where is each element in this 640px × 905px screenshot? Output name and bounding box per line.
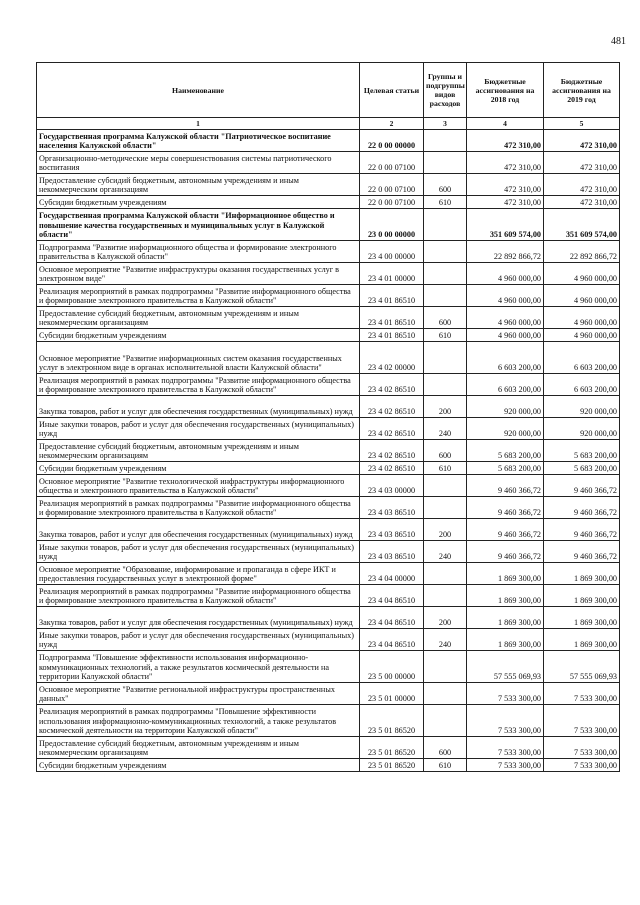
row-expense-group: 200 xyxy=(424,607,467,629)
row-expense-group: 610 xyxy=(424,196,467,209)
table-row xyxy=(37,651,620,683)
row-target-article: 23 4 02 86510 xyxy=(360,462,424,475)
row-amount-2019: 57 555 069,93 xyxy=(544,651,620,683)
row-expense-group xyxy=(424,475,467,497)
row-target-article: 23 4 00 00000 xyxy=(360,241,424,263)
row-name: Предоставление субсидий бюджетным, автономным учреждениям и иным некоммерческим организациям xyxy=(37,737,360,759)
row-expense-group xyxy=(424,585,467,607)
table-row xyxy=(37,737,620,759)
row-name: Основное мероприятие "Развитие региональной инфраструктуры пространственных данных" xyxy=(37,683,360,705)
row-target-article: 22 0 00 07100 xyxy=(360,196,424,209)
row-amount-2019: 7 533 300,00 xyxy=(544,759,620,772)
row-amount-2019: 7 533 300,00 xyxy=(544,683,620,705)
row-amount-2019: 5 683 200,00 xyxy=(544,440,620,462)
row-target-article: 23 4 03 86510 xyxy=(360,541,424,563)
table-row xyxy=(37,174,620,196)
row-amount-2018: 472 310,00 xyxy=(467,196,544,209)
row-name: Основное мероприятие "Развитие технологической инфраструктуры информационного общества и электронного правительства в Калужской области" xyxy=(37,475,360,497)
row-target-article: 22 0 00 00000 xyxy=(360,130,424,152)
row-expense-group xyxy=(424,130,467,152)
row-expense-group: 610 xyxy=(424,462,467,475)
row-target-article: 23 4 02 00000 xyxy=(360,342,424,374)
row-amount-2019: 6 603 200,00 xyxy=(544,374,620,396)
row-amount-2019: 4 960 000,00 xyxy=(544,329,620,342)
row-target-article: 23 4 01 00000 xyxy=(360,263,424,285)
table-row xyxy=(37,519,620,541)
row-amount-2018: 7 533 300,00 xyxy=(467,683,544,705)
row-amount-2018: 920 000,00 xyxy=(467,396,544,418)
row-amount-2019: 9 460 366,72 xyxy=(544,519,620,541)
row-name: Закупка товаров, работ и услуг для обеспечения государственных (муниципальных) нужд xyxy=(37,396,360,418)
table-row xyxy=(37,307,620,329)
row-target-article: 23 0 00 00000 xyxy=(360,209,424,241)
row-amount-2019: 351 609 574,00 xyxy=(544,209,620,241)
row-name: Реализация мероприятий в рамках подпрограммы "Развитие информационного общества и формирование электронного правительства в Калужской области" xyxy=(37,374,360,396)
row-expense-group: 600 xyxy=(424,307,467,329)
row-name: Предоставление субсидий бюджетным, автономным учреждениям и иным некоммерческим организациям xyxy=(37,307,360,329)
table-row xyxy=(37,705,620,737)
column-number: 5 xyxy=(544,118,620,130)
row-name: Закупка товаров, работ и услуг для обеспечения государственных (муниципальных) нужд xyxy=(37,607,360,629)
row-amount-2019: 6 603 200,00 xyxy=(544,342,620,374)
page-number: 481 xyxy=(611,36,626,47)
budget-table xyxy=(36,62,620,772)
row-expense-group xyxy=(424,152,467,174)
row-target-article: 22 0 00 07100 xyxy=(360,174,424,196)
column-number: 4 xyxy=(467,118,544,130)
row-name: Субсидии бюджетным учреждениям xyxy=(37,196,360,209)
row-amount-2019: 4 960 000,00 xyxy=(544,285,620,307)
column-number: 2 xyxy=(360,118,424,130)
row-target-article: 23 4 03 86510 xyxy=(360,519,424,541)
row-amount-2019: 22 892 866,72 xyxy=(544,241,620,263)
row-amount-2018: 1 869 300,00 xyxy=(467,629,544,651)
row-target-article: 23 5 01 00000 xyxy=(360,683,424,705)
row-amount-2019: 920 000,00 xyxy=(544,418,620,440)
table-row xyxy=(37,629,620,651)
table-row xyxy=(37,263,620,285)
row-name: Реализация мероприятий в рамках подпрограммы "Повышение эффективности использования информационно-коммуникационных технологий, а также результатов космической деятельности на территории Калужской области" xyxy=(37,705,360,737)
table-row xyxy=(37,759,620,772)
row-amount-2019: 920 000,00 xyxy=(544,396,620,418)
row-amount-2018: 1 869 300,00 xyxy=(467,563,544,585)
row-expense-group: 600 xyxy=(424,174,467,196)
row-name: Реализация мероприятий в рамках подпрограммы "Развитие информационного общества и формирование электронного правительства в Калужской области" xyxy=(37,285,360,307)
table-row xyxy=(37,462,620,475)
row-amount-2019: 5 683 200,00 xyxy=(544,462,620,475)
row-amount-2018: 7 533 300,00 xyxy=(467,737,544,759)
row-name: Основное мероприятие "Образование, информирование и пропаганда в сфере ИКТ и предоставления государственных услуг в электронной форме" xyxy=(37,563,360,585)
row-amount-2018: 472 310,00 xyxy=(467,130,544,152)
table-row xyxy=(37,196,620,209)
table-row xyxy=(37,209,620,241)
row-amount-2018: 4 960 000,00 xyxy=(467,285,544,307)
table-row xyxy=(37,130,620,152)
table-row xyxy=(37,374,620,396)
row-amount-2019: 1 869 300,00 xyxy=(544,607,620,629)
column-number: 1 xyxy=(37,118,360,130)
row-name: Закупка товаров, работ и услуг для обеспечения государственных (муниципальных) нужд xyxy=(37,519,360,541)
column-number-row xyxy=(37,118,620,130)
row-target-article: 23 5 01 86520 xyxy=(360,737,424,759)
table-row xyxy=(37,241,620,263)
row-expense-group xyxy=(424,285,467,307)
row-target-article: 23 4 01 86510 xyxy=(360,285,424,307)
row-expense-group xyxy=(424,209,467,241)
row-expense-group: 200 xyxy=(424,396,467,418)
row-expense-group: 240 xyxy=(424,541,467,563)
row-expense-group xyxy=(424,374,467,396)
row-target-article: 23 5 01 86520 xyxy=(360,705,424,737)
row-name: Реализация мероприятий в рамках подпрограммы "Развитие информационного общества и формирование электронного правительства в Калужской области" xyxy=(37,497,360,519)
row-target-article: 23 4 04 00000 xyxy=(360,563,424,585)
row-name: Субсидии бюджетным учреждениям xyxy=(37,759,360,772)
row-amount-2018: 6 603 200,00 xyxy=(467,342,544,374)
row-name: Предоставление субсидий бюджетным, автономным учреждениям и иным некоммерческим организациям xyxy=(37,174,360,196)
row-amount-2018: 4 960 000,00 xyxy=(467,307,544,329)
row-amount-2019: 9 460 366,72 xyxy=(544,541,620,563)
row-expense-group: 610 xyxy=(424,759,467,772)
header-name: Наименование xyxy=(37,63,360,118)
row-amount-2019: 472 310,00 xyxy=(544,196,620,209)
table-row xyxy=(37,418,620,440)
table-row xyxy=(37,541,620,563)
row-amount-2019: 7 533 300,00 xyxy=(544,737,620,759)
row-name: Предоставление субсидий бюджетным, автономным учреждениям и иным некоммерческим организациям xyxy=(37,440,360,462)
row-expense-group: 600 xyxy=(424,737,467,759)
table-row xyxy=(37,563,620,585)
row-amount-2018: 1 869 300,00 xyxy=(467,585,544,607)
header-2019: Бюджетные ассигнования на 2019 год xyxy=(544,63,620,118)
row-amount-2018: 22 892 866,72 xyxy=(467,241,544,263)
row-name: Основное мероприятие "Развитие информационных систем оказания государственных услуг в электронном виде в органах исполнительной власти Калужской области" xyxy=(37,342,360,374)
table-body xyxy=(37,130,620,772)
row-amount-2018: 9 460 366,72 xyxy=(467,541,544,563)
row-expense-group xyxy=(424,651,467,683)
table-row xyxy=(37,396,620,418)
row-expense-group: 600 xyxy=(424,440,467,462)
row-amount-2018: 5 683 200,00 xyxy=(467,440,544,462)
row-expense-group xyxy=(424,563,467,585)
row-name: Подпрограмма "Повышение эффективности использования информационно-коммуникационных технологий, а также результатов космической деятельности на территории Калужской области" xyxy=(37,651,360,683)
row-amount-2019: 472 310,00 xyxy=(544,174,620,196)
row-amount-2018: 57 555 069,93 xyxy=(467,651,544,683)
row-amount-2018: 472 310,00 xyxy=(467,174,544,196)
row-amount-2018: 4 960 000,00 xyxy=(467,329,544,342)
row-name: Организационно-методические меры совершенствования системы патриотического воспитания xyxy=(37,152,360,174)
table-row xyxy=(37,475,620,497)
row-name: Субсидии бюджетным учреждениям xyxy=(37,329,360,342)
table-row xyxy=(37,440,620,462)
row-expense-group xyxy=(424,342,467,374)
row-amount-2019: 4 960 000,00 xyxy=(544,263,620,285)
row-amount-2019: 9 460 366,72 xyxy=(544,475,620,497)
row-name: Иные закупки товаров, работ и услуг для обеспечения государственных (муниципальных) нужд xyxy=(37,629,360,651)
row-expense-group xyxy=(424,705,467,737)
row-target-article: 23 4 01 86510 xyxy=(360,307,424,329)
row-target-article: 23 4 03 00000 xyxy=(360,475,424,497)
table-row xyxy=(37,329,620,342)
table-row xyxy=(37,342,620,374)
row-expense-group xyxy=(424,263,467,285)
row-target-article: 23 4 04 86510 xyxy=(360,585,424,607)
row-target-article: 23 4 02 86510 xyxy=(360,374,424,396)
row-amount-2019: 1 869 300,00 xyxy=(544,629,620,651)
row-target-article: 23 4 03 86510 xyxy=(360,497,424,519)
header-target: Целевая статьи xyxy=(360,63,424,118)
row-name: Реализация мероприятий в рамках подпрограммы "Развитие информационного общества и формирование электронного правительства в Калужской области" xyxy=(37,585,360,607)
row-name: Иные закупки товаров, работ и услуг для обеспечения государственных (муниципальных) нужд xyxy=(37,418,360,440)
row-name: Основное мероприятие "Развитие инфраструктуры оказания государственных услуг в электронном виде" xyxy=(37,263,360,285)
row-target-article: 23 5 01 86520 xyxy=(360,759,424,772)
row-amount-2018: 351 609 574,00 xyxy=(467,209,544,241)
row-name: Подпрограмма "Развитие информационного общества и формирование электронного правительства в Калужской области" xyxy=(37,241,360,263)
row-target-article: 23 4 02 86510 xyxy=(360,440,424,462)
table-row xyxy=(37,607,620,629)
row-target-article: 23 5 00 00000 xyxy=(360,651,424,683)
header-group: Группы и подгруппы видов расходов xyxy=(424,63,467,118)
row-amount-2019: 472 310,00 xyxy=(544,130,620,152)
row-amount-2018: 5 683 200,00 xyxy=(467,462,544,475)
row-amount-2019: 1 869 300,00 xyxy=(544,585,620,607)
row-amount-2019: 1 869 300,00 xyxy=(544,563,620,585)
row-amount-2018: 7 533 300,00 xyxy=(467,705,544,737)
row-target-article: 22 0 00 07100 xyxy=(360,152,424,174)
table-row xyxy=(37,585,620,607)
row-name: Государственная программа Калужской области "Патриотическое воспитание населения Калужской области" xyxy=(37,130,360,152)
row-target-article: 23 4 02 86510 xyxy=(360,396,424,418)
row-target-article: 23 4 02 86510 xyxy=(360,418,424,440)
row-amount-2018: 6 603 200,00 xyxy=(467,374,544,396)
row-amount-2018: 9 460 366,72 xyxy=(467,519,544,541)
row-target-article: 23 4 04 86510 xyxy=(360,629,424,651)
row-expense-group xyxy=(424,683,467,705)
row-expense-group: 240 xyxy=(424,629,467,651)
column-number: 3 xyxy=(424,118,467,130)
table-row xyxy=(37,683,620,705)
row-amount-2019: 9 460 366,72 xyxy=(544,497,620,519)
row-name: Иные закупки товаров, работ и услуг для обеспечения государственных (муниципальных) нужд xyxy=(37,541,360,563)
row-amount-2019: 7 533 300,00 xyxy=(544,705,620,737)
row-amount-2018: 9 460 366,72 xyxy=(467,497,544,519)
row-name: Субсидии бюджетным учреждениям xyxy=(37,462,360,475)
row-amount-2019: 472 310,00 xyxy=(544,152,620,174)
row-name: Государственная программа Калужской области "Информационное общество и повышение качества государственных и муниципальных услуг в Калужской области" xyxy=(37,209,360,241)
row-expense-group: 200 xyxy=(424,519,467,541)
row-expense-group: 240 xyxy=(424,418,467,440)
row-amount-2018: 920 000,00 xyxy=(467,418,544,440)
row-amount-2018: 9 460 366,72 xyxy=(467,475,544,497)
row-amount-2018: 4 960 000,00 xyxy=(467,263,544,285)
row-target-article: 23 4 01 86510 xyxy=(360,329,424,342)
row-amount-2018: 7 533 300,00 xyxy=(467,759,544,772)
row-expense-group: 610 xyxy=(424,329,467,342)
table-header-row xyxy=(37,63,620,118)
row-expense-group xyxy=(424,497,467,519)
header-2018: Бюджетные ассигнования на 2018 год xyxy=(467,63,544,118)
row-target-article: 23 4 04 86510 xyxy=(360,607,424,629)
table-row xyxy=(37,152,620,174)
row-expense-group xyxy=(424,241,467,263)
row-amount-2018: 1 869 300,00 xyxy=(467,607,544,629)
row-amount-2018: 472 310,00 xyxy=(467,152,544,174)
row-amount-2019: 4 960 000,00 xyxy=(544,307,620,329)
table-row xyxy=(37,497,620,519)
table-row xyxy=(37,285,620,307)
